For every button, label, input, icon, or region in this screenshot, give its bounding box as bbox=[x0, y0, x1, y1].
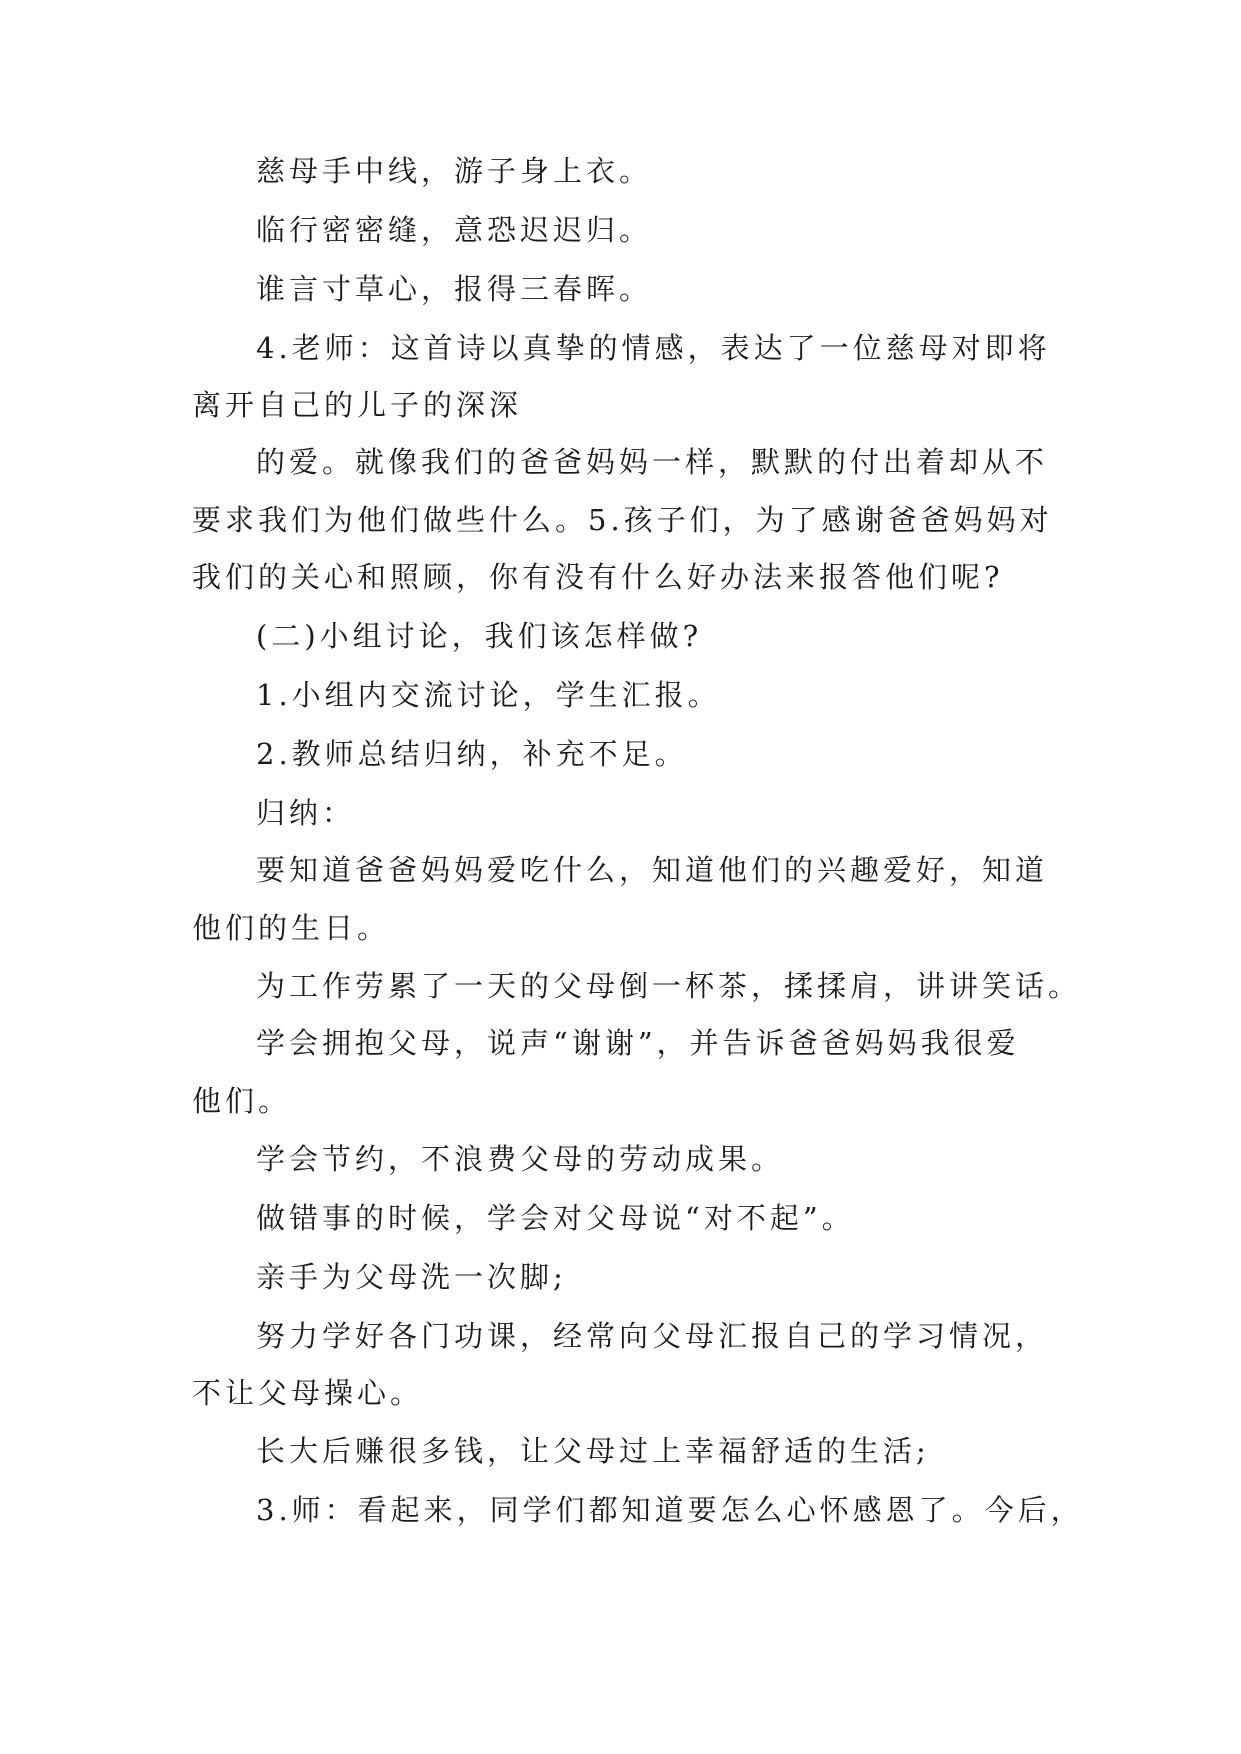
section-heading: (二)小组讨论，我们该怎样做? bbox=[256, 619, 703, 653]
poem-line-3: 谁言寸草心，报得三春晖。 bbox=[256, 272, 653, 306]
paragraph-line: 他们。 bbox=[192, 1084, 292, 1118]
poem-line-1: 慈母手中线，游子身上衣。 bbox=[256, 154, 653, 188]
paragraph-line: 1.小组内交流讨论，学生汇报。 bbox=[256, 678, 721, 712]
paragraph-line: 长大后赚很多钱，让父母过上幸福舒适的生活; bbox=[256, 1434, 930, 1468]
paragraph-line: 离开自己的儿子的深深 bbox=[192, 388, 523, 422]
paragraph-line: 4.老师：这首诗以真挚的情感，表达了一位慈母对即将 bbox=[256, 331, 1051, 365]
paragraph-line: 为工作劳累了一天的父母倒一杯茶，揉揉肩，讲讲笑话。 bbox=[256, 969, 1082, 1003]
paragraph-line: 2.教师总结归纳，补充不足。 bbox=[256, 737, 688, 771]
paragraph-line: 的爱。就像我们的爸爸妈妈一样，默默的付出着却从不 bbox=[256, 445, 1049, 479]
paragraph-line: 亲手为父母洗一次脚; bbox=[256, 1260, 567, 1294]
paragraph-line: 努力学好各门功课，经常向父母汇报自己的学习情况， bbox=[256, 1319, 1049, 1353]
paragraph-line: 3.师：看起来，同学们都知道要怎么心怀感恩了。今后， bbox=[256, 1493, 1084, 1527]
paragraph-line: 要求我们为他们做些什么。5.孩子们，为了感谢爸爸妈妈对 bbox=[192, 503, 1053, 537]
paragraph-line: 做错事的时候，学会对父母说“对不起”。 bbox=[256, 1201, 855, 1235]
paragraph-line: 我们的关心和照顾，你有没有什么好办法来报答他们呢? bbox=[192, 560, 1004, 594]
paragraph-line: 归纳： bbox=[256, 796, 356, 830]
paragraph-line: 学会节约，不浪费父母的劳动成果。 bbox=[256, 1142, 785, 1176]
paragraph-line: 他们的生日。 bbox=[192, 911, 391, 945]
poem-line-2: 临行密密缝，意恐迟迟归。 bbox=[256, 213, 653, 247]
paragraph-line: 不让父母操心。 bbox=[192, 1376, 424, 1410]
paragraph-line: 要知道爸爸妈妈爱吃什么，知道他们的兴趣爱好，知道 bbox=[256, 853, 1049, 887]
paragraph-line: 学会拥抱父母，说声“谢谢”，并告诉爸爸妈妈我很爱 bbox=[256, 1026, 1020, 1060]
